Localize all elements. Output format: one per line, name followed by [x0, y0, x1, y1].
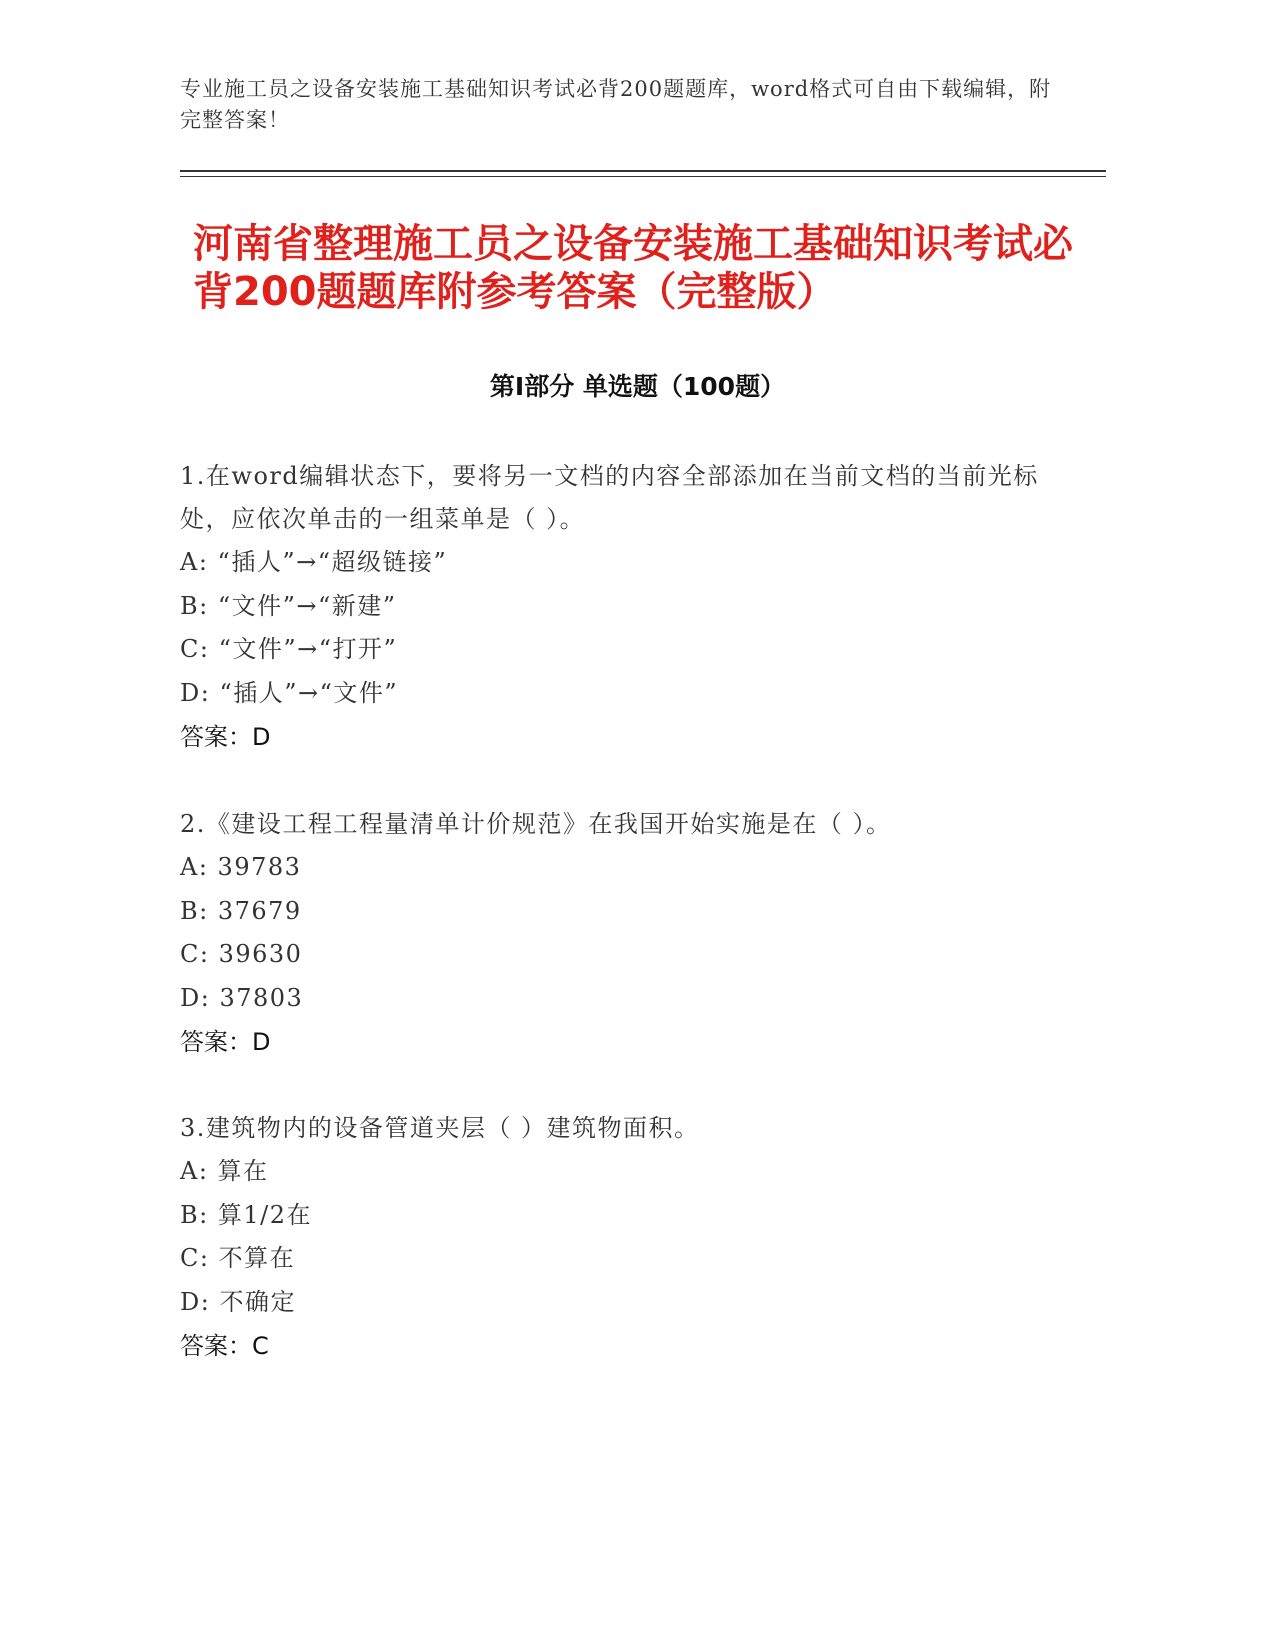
document-title: 河南省整理施工员之设备安装施工基础知识考试必背200题题库附参考答案（完整版） — [193, 221, 1073, 315]
option-d: D: 37803 — [180, 983, 304, 1012]
option-c: C: 不算在 — [180, 1244, 296, 1272]
question-2 — [180, 803, 1080, 1064]
option-b: B: “文件”→“新建” — [180, 591, 397, 620]
answer: 答案：D — [180, 1028, 271, 1056]
header-note: 专业施工员之设备安装施工基础知识考试必背200题题库，word格式可自由下载编辑，附完整答案！ — [180, 77, 1052, 132]
section-title: 第Ⅰ部分 单选题（100题） — [489, 372, 786, 401]
question-3 — [180, 1107, 1080, 1368]
question-1 — [180, 455, 1080, 759]
option-c: C: “文件”→“打开” — [180, 635, 398, 663]
question-stem: 1.在word编辑状态下，要将另一文档的内容全部添加在当前文档的当前光标处，应依次单击的一组菜单是（ ）。 — [180, 462, 1039, 533]
option-b: B: 算1/2在 — [180, 1200, 312, 1229]
option-c: C: 39630 — [180, 940, 303, 968]
option-b: B: 37679 — [180, 896, 302, 925]
option-d: D: 不确定 — [180, 1287, 296, 1316]
question-stem: 2.《建设工程工程量清单计价规范》在我国开始实施是在（ ）。 — [180, 810, 892, 838]
option-a: A: “插人”→“超级链接” — [180, 548, 448, 576]
answer: 答案：C — [180, 1332, 269, 1360]
option-a: A: 算在 — [180, 1157, 269, 1185]
question-stem: 3.建筑物内的设备管道夹层（ ）建筑物面积。 — [180, 1114, 700, 1142]
header-rule-thick — [180, 170, 1106, 172]
option-a: A: 39783 — [180, 853, 302, 881]
answer: 答案：D — [180, 723, 271, 751]
option-d: D: “插人”→“文件” — [180, 678, 399, 707]
header-rule-thin — [180, 176, 1106, 177]
